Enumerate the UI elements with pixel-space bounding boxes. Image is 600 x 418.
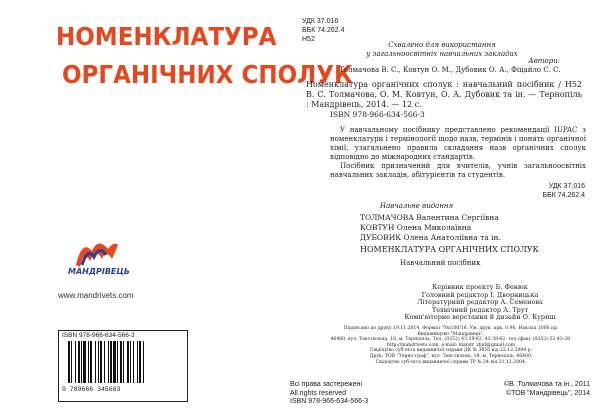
- book-type: Навчальний посібник: [400, 259, 481, 267]
- person-list: [360, 213, 501, 243]
- staff-line: Керівник проекту Б. Фенюк: [432, 283, 528, 291]
- staff-list: [360, 284, 600, 322]
- authors-label: Автори:: [528, 57, 560, 65]
- authors-list: Толмачова В. С., Ковтун О. М., Дубовик О. А., Фіцайло С. С.: [339, 66, 561, 74]
- rights-line: Всі права застережені: [290, 381, 363, 388]
- barcode-icon: [66, 341, 176, 389]
- rights-line: All rights reserved: [290, 389, 347, 397]
- copyright-block: [450, 381, 590, 398]
- udk-code: УДК 37.016: [302, 18, 339, 25]
- copyright-line: ©В. Толмачова та ін., 2011: [503, 381, 590, 388]
- publisher-logo: [62, 235, 136, 279]
- imprint-line: http://mandrivets.com, e-mail: mandr_zbut@gmail.com: [386, 342, 516, 348]
- barcode-isbn: ISBN 978-966-634-566-3: [62, 332, 135, 339]
- publisher-website: www.mandrivets.com: [58, 291, 134, 300]
- logo-wordmark: МАНДРІВЕЦЬ: [68, 267, 130, 276]
- book-title: НОМЕНКЛАТУРА ОРГАНІЧНИХ СПОЛУК: [360, 245, 539, 254]
- imprint-line: 46400, вул. Текстильна, 18, м. Тернопіль. Тел. (0352) 43-39-62, 43-39-62, тел./факс (0352) 52-43-28.: [330, 337, 572, 343]
- rights-block: [290, 381, 368, 407]
- imprint-line: Підписано до друку 19.11.2014. Формат 70x100/16. Ум. друк. арк. 0,96. Наклад 1000 пр.: [343, 326, 559, 331]
- udk-block: [302, 17, 344, 44]
- staff-line: Технічний редактор А. Трут: [431, 305, 529, 314]
- staff-line: Комп'ютерне верстання й дизайн О. Куриш: [404, 313, 556, 322]
- edition-label: Навчальне видання: [380, 202, 454, 210]
- staff-line: Літературний редактор А. Семенова: [417, 298, 543, 307]
- recommend-line: Схвалено для використання: [388, 41, 496, 49]
- imprint-line: Видавництво "Мандрівець",: [417, 331, 485, 337]
- abstract: [330, 126, 586, 180]
- rights-line: ISBN 978-966-634-566-3: [290, 398, 369, 405]
- imprint-line: Свідоцтво суб'єкта видавничої справи ТР № 24 від 21.12.2004.: [375, 359, 527, 365]
- person-name: ДУБОВИК Олена Анатоліївна та ін.: [360, 233, 501, 242]
- staff-line: Головний редактор І. Дворницька: [421, 290, 539, 299]
- person-name: ТОЛМАЧОВА Валентина Сергіївна: [360, 213, 499, 222]
- cover-title-line2: ОРГАНІЧНИХ СПОЛУК: [62, 60, 353, 89]
- udk-code: УДК 37.016: [548, 183, 585, 190]
- imprint-line: Друк: ТОВ "Терно-граф", вул. Текстильна, 18, м. Тернопіль, 46400.: [369, 353, 533, 359]
- author-mark: Н52: [302, 36, 315, 43]
- catalog-isbn: ISBN 978-966-634-566-3: [330, 110, 425, 119]
- barcode-digits: 9 789666 345663: [62, 386, 121, 393]
- bbk-code: ББК 74.262.4: [302, 27, 345, 34]
- cover-title-line1: НОМЕНКЛАТУРА: [56, 22, 277, 51]
- imprint-block: [302, 326, 600, 365]
- recommend-line: у загальноосвітніх навчальних закладах: [366, 50, 518, 58]
- bbk-code: ББК 74.262.4: [542, 192, 585, 199]
- copyright-line: ©ТОВ "Мандрівець", 2014: [506, 389, 590, 397]
- person-name: КОВТУН Олена Миколаївна: [360, 223, 472, 232]
- udk-bottom: [520, 182, 585, 200]
- imprint-line: Свідоцтво суб'єкта видавничої справи ДК № 3650 від 22.12.2009 р.: [369, 348, 533, 354]
- catalog-entry: Номенклатура органічних сполук : навчальний посібник / Н52 В. С. Толмачова, О. М. Ковтун, О. А. Дубовик та ін. — Тернопіль : Мандрівець, 2014. — 12 с.: [306, 80, 582, 109]
- abstract-paragraph: У навчальному посібнику представлено рекомендації IUPAC з номенклатури і термінології щодо назв, термінів і понять органічної хімії, узагальнено правила складання назв органічних сполук відповідно до міжнародних стандартів.: [330, 126, 586, 161]
- abstract-paragraph: Посібник призначений для вчителів, учнів загальноосвітніх навчальних закладів, абітурієнтів та студентів.: [330, 162, 586, 179]
